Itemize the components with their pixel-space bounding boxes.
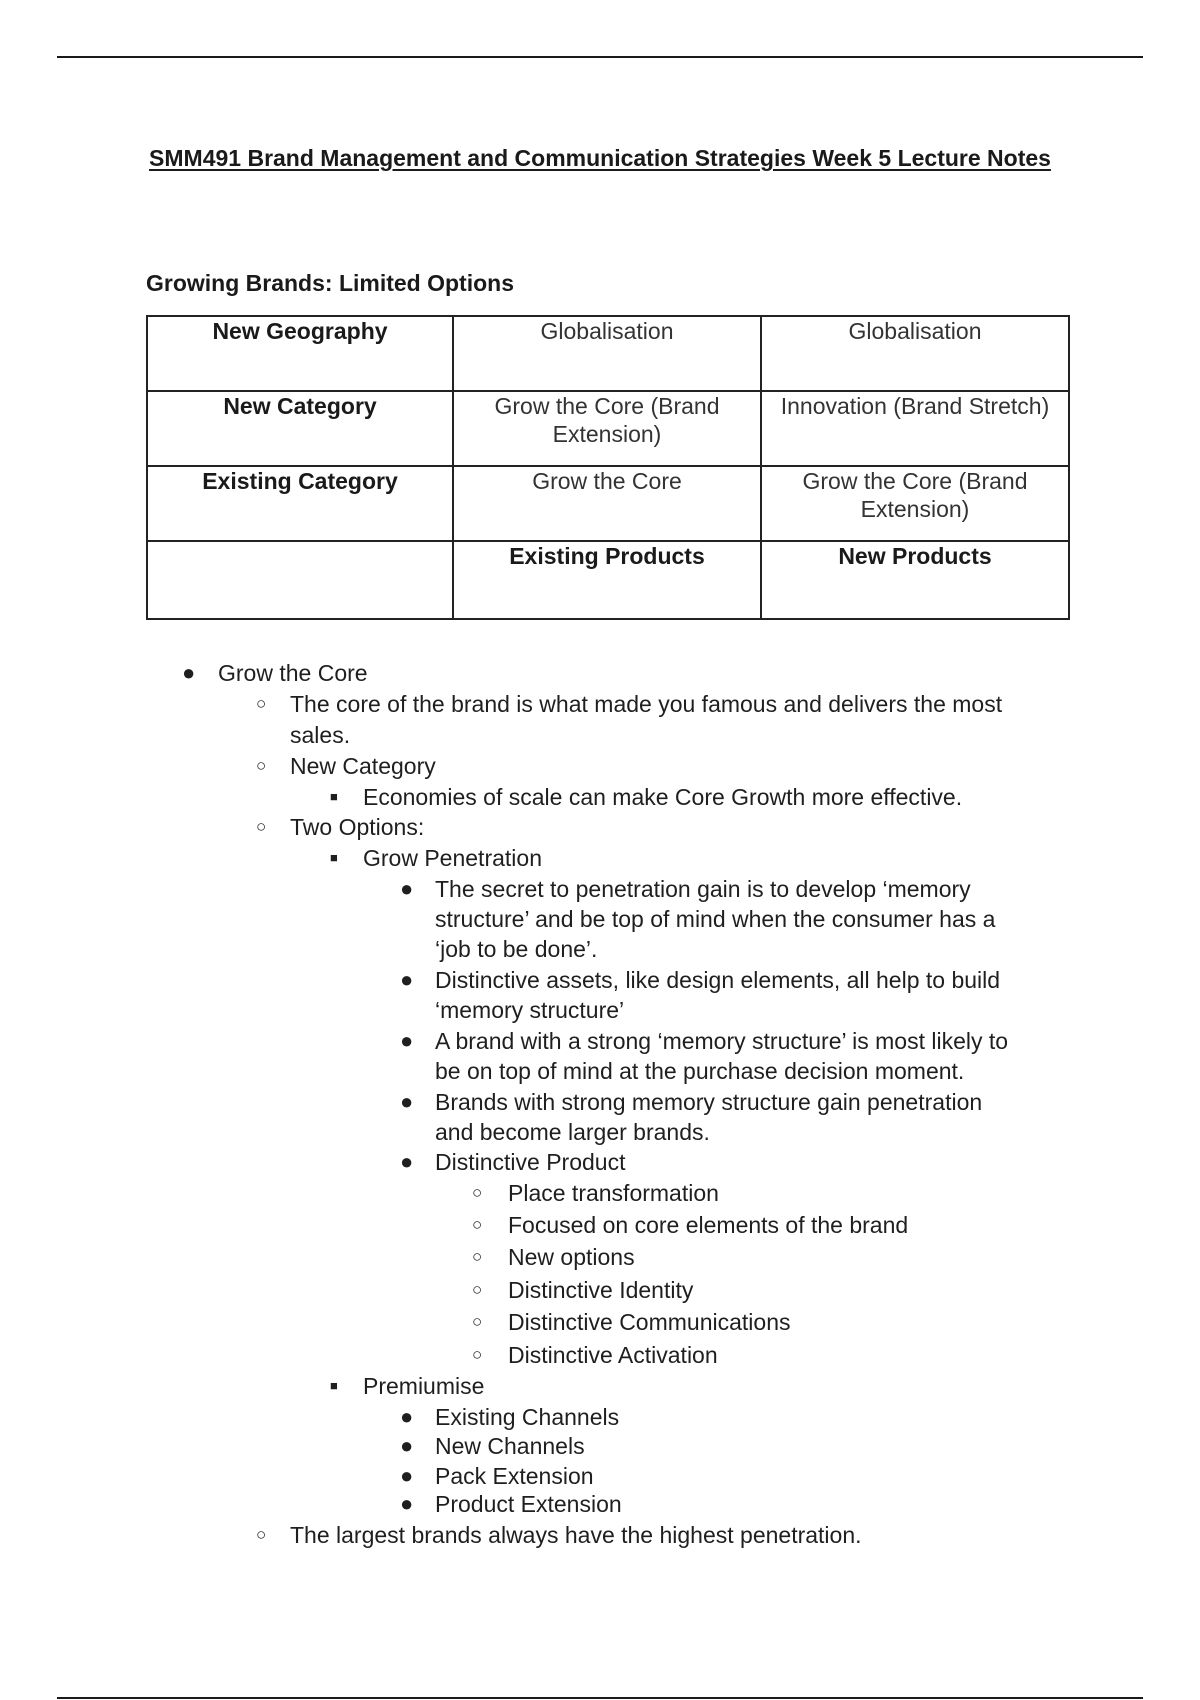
list-item: Place transformation — [508, 1180, 719, 1206]
list-item: and become larger brands. — [435, 1119, 710, 1145]
document-title: SMM491 Brand Management and Communication Strategies Week 5 Lecture Notes — [149, 145, 1051, 171]
table-cell: Existing Products — [453, 541, 761, 619]
table-row — [147, 391, 1069, 466]
list-item: A brand with a strong ‘memory structure’ is most likely to — [435, 1028, 1009, 1054]
bullet-circle-icon: ○ — [472, 1183, 483, 1202]
table-cell: Grow the Core (Brand Extension) — [761, 466, 1069, 541]
list-item: The largest brands always have the highest penetration. — [290, 1522, 862, 1548]
table-cell: New Products — [761, 541, 1069, 619]
bullet-disc-icon: ● — [400, 1089, 414, 1114]
list-item: Existing Channels — [435, 1404, 620, 1430]
table-cell: Innovation (Brand Stretch) — [761, 391, 1069, 466]
list-item: Distinctive Product — [435, 1149, 626, 1175]
list-item: New options — [508, 1244, 635, 1270]
bullet-square-icon: ■ — [330, 789, 338, 804]
bullet-disc-icon: ● — [400, 876, 414, 901]
list-item: Premiumise — [363, 1373, 485, 1399]
table-cell: Grow the Core — [453, 466, 761, 541]
growth-options-table — [146, 315, 1070, 620]
list-item: Distinctive Communications — [508, 1309, 791, 1335]
table-cell: Globalisation — [761, 316, 1069, 391]
table-cell — [147, 541, 453, 619]
list-item: New Channels — [435, 1433, 585, 1459]
table-cell: New Geography — [147, 316, 453, 391]
list-item: The secret to penetration gain is to develop ‘memory — [435, 876, 971, 902]
list-item: structure’ and be top of mind when the consumer has a — [435, 906, 996, 932]
table-row — [147, 316, 1069, 391]
bullet-circle-icon: ○ — [472, 1345, 483, 1364]
bullet-disc-icon: ● — [400, 1433, 414, 1458]
list-item: Brands with strong memory structure gain penetration — [435, 1089, 983, 1115]
list-item: Product Extension — [435, 1491, 622, 1517]
list-item: New Category — [290, 753, 436, 779]
table-row — [147, 466, 1069, 541]
list-item: Focused on core elements of the brand — [508, 1212, 909, 1238]
bullet-disc-icon: ● — [400, 1463, 414, 1488]
list-item: Grow Penetration — [363, 845, 542, 871]
list-item: Grow the Core — [218, 660, 368, 686]
bullet-disc-icon: ● — [400, 1149, 414, 1174]
list-item: ‘memory structure’ — [435, 997, 625, 1023]
bullet-square-icon: ■ — [330, 1378, 338, 1393]
bottom-rule — [57, 1697, 1143, 1699]
bullet-circle-icon: ○ — [472, 1215, 483, 1234]
list-item: Distinctive Activation — [508, 1342, 718, 1368]
section-heading: Growing Brands: Limited Options — [146, 270, 514, 296]
bullet-circle-icon: ○ — [472, 1280, 483, 1299]
table-cell: Existing Category — [147, 466, 453, 541]
list-item: Two Options: — [290, 814, 425, 840]
bullet-circle-icon: ○ — [256, 756, 267, 775]
bullet-square-icon: ■ — [330, 850, 338, 865]
bullet-circle-icon: ○ — [256, 694, 267, 713]
bullet-disc-icon: ● — [400, 1028, 414, 1053]
top-rule — [57, 56, 1143, 58]
table-cell: Globalisation — [453, 316, 761, 391]
bullet-disc-icon: ● — [400, 967, 414, 992]
list-item: sales. — [290, 722, 351, 748]
list-item: Distinctive assets, like design elements, all help to build — [435, 967, 1001, 993]
list-item: Distinctive Identity — [508, 1277, 694, 1303]
list-item: be on top of mind at the purchase decision moment. — [435, 1058, 965, 1084]
bullet-circle-icon: ○ — [256, 1525, 267, 1544]
table-cell: Grow the Core (Brand Extension) — [453, 391, 761, 466]
list-item: Pack Extension — [435, 1463, 594, 1489]
list-item: ‘job to be done’. — [435, 936, 598, 962]
bullet-circle-icon: ○ — [472, 1312, 483, 1331]
table-cell: New Category — [147, 391, 453, 466]
table-row — [147, 541, 1069, 619]
bullet-disc-icon: ● — [182, 660, 196, 685]
bullet-circle-icon: ○ — [256, 817, 267, 836]
list-item: Economies of scale can make Core Growth more effective. — [363, 784, 963, 810]
list-item: The core of the brand is what made you famous and delivers the most — [290, 691, 1003, 717]
bullet-circle-icon: ○ — [472, 1247, 483, 1266]
bullet-disc-icon: ● — [400, 1491, 414, 1516]
bullet-disc-icon: ● — [400, 1404, 414, 1429]
